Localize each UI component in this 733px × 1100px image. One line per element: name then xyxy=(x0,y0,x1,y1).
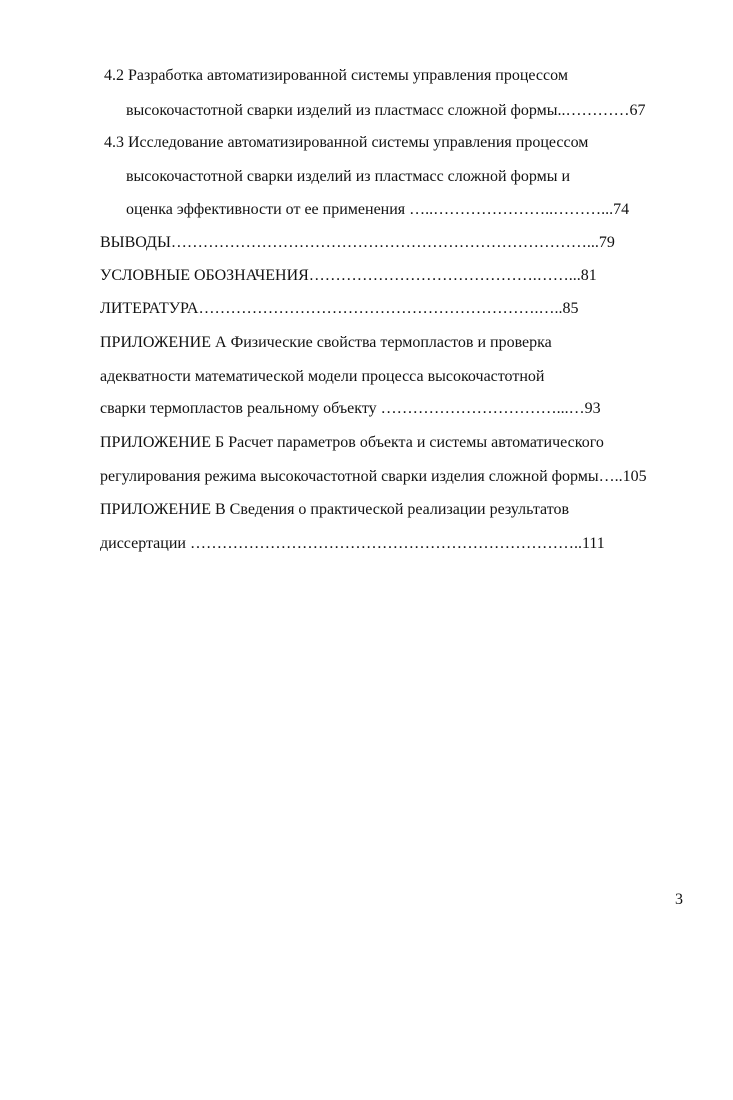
toc-line-appendix-b-title: ПРИЛОЖЕНИЕ Б Расчет параметров объекта и системы автоматического xyxy=(100,434,604,451)
toc-line-appendix-v-continuation: диссертации ………………………………………………………………..111 xyxy=(100,535,605,552)
page-number: 3 xyxy=(675,891,683,908)
toc-line-4-3-continuation-2: оценка эффективности от ее применения …..…………………..………...74 xyxy=(126,201,630,218)
toc-line-conclusions: ВЫВОДЫ……………………………………………………………………...79 xyxy=(100,234,615,251)
toc-line-4-2-title: 4.2 Разработка автоматизированной системы управления процессом xyxy=(104,67,568,84)
toc-line-appendix-a-continuation-1: адекватности математической модели процесса высокочастотной xyxy=(100,368,545,385)
toc-line-4-2-continuation: высокочастотной сварки изделий из пластмасс сложной формы..…………67 xyxy=(126,102,646,119)
toc-line-appendix-b-continuation: регулирования режима высокочастотной сварки изделия сложной формы…..105 xyxy=(100,468,647,485)
toc-line-appendix-a-continuation-2: сварки термопластов реальному объекту ……………………………...…93 xyxy=(100,400,601,417)
toc-line-symbols: УСЛОВНЫЕ ОБОЗНАЧЕНИЯ…………………………………….……...81 xyxy=(100,267,597,284)
toc-line-literature: ЛИТЕРАТУРА……………………………………………………….…..85 xyxy=(100,300,579,317)
toc-line-appendix-a-title: ПРИЛОЖЕНИЕ А Физические свойства термопластов и проверка xyxy=(100,334,552,351)
toc-line-4-3-continuation-1: высокочастотной сварки изделий из пластмасс сложной формы и xyxy=(126,168,571,185)
toc-line-appendix-v-title: ПРИЛОЖЕНИЕ В Сведения о практической реализации результатов xyxy=(100,501,570,518)
toc-line-4-3-title: 4.3 Исследование автоматизированной системы управления процессом xyxy=(104,134,589,151)
